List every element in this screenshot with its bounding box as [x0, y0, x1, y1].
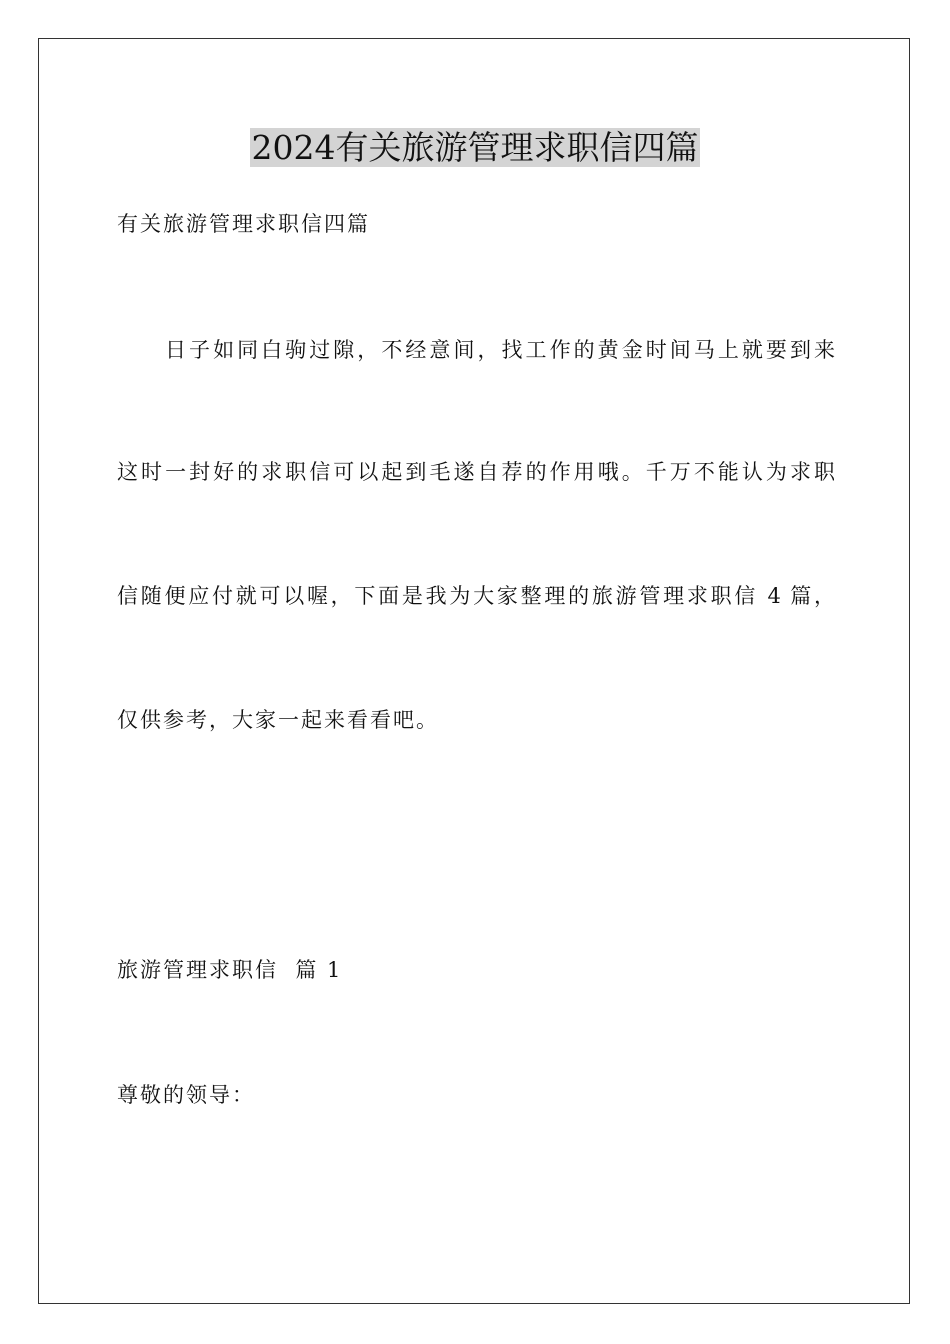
document-title	[0, 126, 950, 170]
section-heading: 旅游管理求职信 篇 1	[117, 958, 343, 982]
salutation: 尊敬的领导：	[117, 1083, 255, 1107]
intro-line-4: 仅供参考，大家一起来看看吧。	[117, 708, 439, 732]
intro-line-1: 日子如同白驹过隙，不经意间，找工作的黄金时间马上就要到来	[165, 338, 835, 362]
document-subtitle: 有关旅游管理求职信四篇	[117, 212, 370, 236]
intro-line-3: 信随便应付就可以喔，下面是我为大家整理的旅游管理求职信 4 篇，	[117, 584, 835, 608]
intro-line-2: 这时一封好的求职信可以起到毛遂自荐的作用哦。千万不能认为求职	[117, 460, 835, 484]
document-title-text: 2024有关旅游管理求职信四篇	[251, 128, 699, 167]
